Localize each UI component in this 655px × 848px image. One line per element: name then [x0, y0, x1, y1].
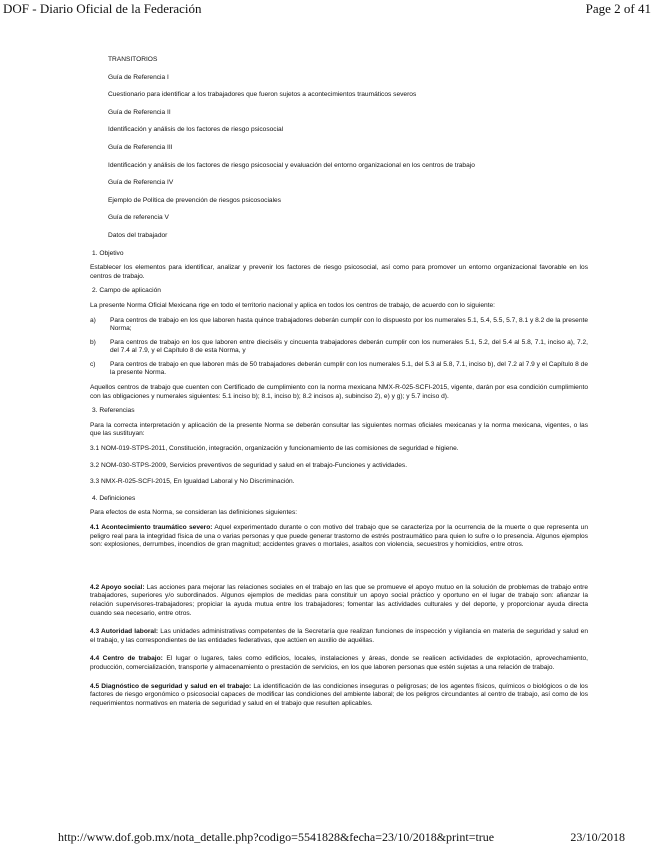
page-header — [0, 0, 655, 22]
definition-text: Aquel experimentado durante o con motivo del trabajo que se caracteriza por la ocurrencia de la muerte o que representa un peligro real para la integridad física de una o varias personas y que puede generar trastorno de estrés postraumático para quien lo sufre o lo presencia. Algunos ejemplos son: explosiones, derrumbes, incendios de gran magnitud; accidentes graves o mortales, asaltos con violencia, secuestros y homicidios, entre otros. — [90, 524, 588, 549]
reference-item: 3.3 NMX-R-025-SCFI-2015, En Igualdad Laboral y No Discriminación. — [90, 478, 295, 486]
list-item-marker: a) — [90, 316, 96, 324]
definition-text: Las acciones para mejorar las relaciones sociales en el trabajo en las que se promueve el apoyo mutuo en la solución de problemas de trabajo entre trabajadores, superiores y/o subordinados. Algunos ejemplos de medidas para constituir un apoyo social práctico y oportuno en el lugar de trabajo son: afianzar la relación supervisores-trabajadores; propiciar la ayuda mutua entre los trabajadores; fomentar las actividades culturales y del deporte, y proporcionar ayuda directa cuando sea necesario, entre otros. — [90, 583, 588, 617]
definition-item — [90, 655, 588, 672]
list-item-marker: b) — [90, 338, 96, 346]
list-item-text: Para centros de trabajo en los que laboren entre dieciséis y cincuenta trabajadores deberán cumplir con los numerales 5.1, 5.2, del 5.4 al 5.8, 7.1, inciso a), 7.2, del 7.4 al 7.9, y el Capítulo 8 de esta Norma, y — [110, 338, 588, 355]
definition-item — [90, 584, 588, 618]
section-heading-objetivo: 1. Objetivo — [92, 249, 124, 257]
definition-text: La identificación de las condiciones inseguras o peligrosas; de los agentes físicos, químicos o biológicos o de los factores de riesgo ergonómico o psicosocial capaces de modificar las condiciones del ambiente laboral; de los peligros circundantes al centro de trabajo, así como de los requerimientos normativos en materia de seguridad y salud en el trabajo que resulten aplicables. — [90, 682, 588, 707]
toc-item: Ejemplo de Política de prevención de riesgos psicosociales — [108, 196, 281, 204]
application-list — [90, 317, 588, 379]
page-number: Page 2 of 41 — [585, 1, 651, 16]
definition-item — [90, 628, 588, 645]
document-body — [90, 56, 588, 718]
section-heading-definiciones: 4. Definiciones — [92, 494, 136, 502]
toc-item: Guía de Referencia I — [108, 73, 169, 81]
definition-item — [90, 683, 588, 709]
toc-item: Identificación y análisis de los factores de riesgo psicosocial — [108, 126, 284, 134]
section-text: Establecer los elementos para identificar, analizar y prevenir los factores de riesgo psicosocial, así como para promover un entorno organizacional favorable en los centros de trabajo. — [90, 264, 588, 280]
reference-item: 3.2 NOM-030-STPS-2009, Servicios preventivos de seguridad y salud en el trabajo-Funciones y actividades. — [90, 461, 408, 469]
list-item-text: Para centros de trabajo en los que laboren hasta quince trabajadores deberán cumplir con lo dispuesto por los numerales 5.1, 5.4, 5.5, 5.7, 8.1 y 8.2 de la presente Norma; — [110, 316, 588, 333]
toc-list — [90, 56, 588, 241]
definition-term: 4.1 Acontecimiento traumático severo: — [90, 524, 213, 531]
page-footer — [0, 828, 655, 848]
section-heading-referencias: 3. Referencias — [92, 407, 135, 415]
section-text: Para la correcta interpretación y aplicación de la presente Norma se deberán consultar las siguientes normas oficiales mexicanas y la norma mexicana, vigentes, o las que las sustituyan: — [90, 421, 588, 438]
list-item-marker: c) — [90, 360, 96, 368]
toc-item: Guía de Referencia IV — [108, 179, 174, 187]
header-title: DOF - Diario Oficial de la Federación — [3, 1, 202, 16]
toc-item: Cuestionario para identificar a los trabajadores que fueron sujetos a acontecimientos traumáticos severos — [108, 91, 417, 99]
list-item — [90, 361, 588, 378]
toc-item: Guía de Referencia II — [108, 108, 171, 116]
toc-item: Guía de referencia V — [108, 214, 169, 222]
toc-item: Identificación y análisis de los factores de riesgo psicosocial y evaluación del entorno organizacional en los centros de trabajo — [108, 161, 475, 169]
reference-item: 3.1 NOM-019-STPS-2011, Constitución, integración, organización y funcionamiento de las comisiones de seguridad e higiene. — [90, 445, 459, 453]
footer-date: 23/10/2018 — [570, 830, 625, 844]
list-item-text: Para centros de trabajo en que laboren más de 50 trabajadores deberán cumplir con los numerales 5.1, del 5.3 al 5.8, 7.1, inciso b), del 7.2 al 7.9 y el Capítulo 8 de la presente Norma. — [110, 360, 588, 377]
definition-term: 4.2 Apoyo social: — [90, 583, 145, 591]
footer-url[interactable]: http://www.dof.gob.mx/nota_detalle.php?codigo=5541828&fecha=23/10/2018&print=true — [58, 830, 495, 844]
section-text: Aquellos centros de trabajo que cuenten con Certificado de cumplimiento con la norma mexicana NMX-R-025-SCFI-2015, vigente, darán por esa condición cumplimiento con las obligaciones y numerales siguientes: 5.1 inciso b); 8.1, inciso b); 8.2 incisos a), subinciso 2), e) y g); y 5.7 inciso d). — [90, 384, 588, 400]
definition-text: El lugar o lugares, tales como edificios, locales, instalaciones y áreas, donde se realicen actividades de explotación, aprovechamiento, producción, comercialización, transporte y almacenamiento o prestación de servicios, en los que laboren personas que estén sujetas a una relación de trabajo. — [90, 655, 588, 671]
list-item — [90, 317, 588, 334]
section-heading-campo: 2. Campo de aplicación — [92, 287, 161, 295]
section-text: La presente Norma Oficial Mexicana rige en todo el territorio nacional y aplica en todos los centros de trabajo, de acuerdo con lo siguiente: — [90, 301, 496, 309]
definition-text: Las unidades administrativas competentes de la Secretaría que realizan funciones de inspección y vigilancia en materia de seguridad y salud en el trabajo, y las correspondientes de las entidades federativas, que actúen en auxilio de aquéllas. — [90, 628, 588, 644]
list-item — [90, 339, 588, 356]
toc-item: TRANSITORIOS — [108, 56, 158, 63]
definition-term: 4.4 Centro de trabajo: — [90, 655, 163, 663]
toc-item: Datos del trabajador — [108, 231, 168, 239]
definition-term: 4.5 Diagnóstico de seguridad y salud en el trabajo: — [90, 682, 252, 690]
definition-item — [90, 524, 588, 550]
toc-item: Guía de Referencia III — [108, 143, 173, 151]
definition-term: 4.3 Autoridad laboral: — [90, 628, 159, 636]
section-text: Para efectos de esta Norma, se consideran las definiciones siguientes: — [90, 509, 298, 517]
